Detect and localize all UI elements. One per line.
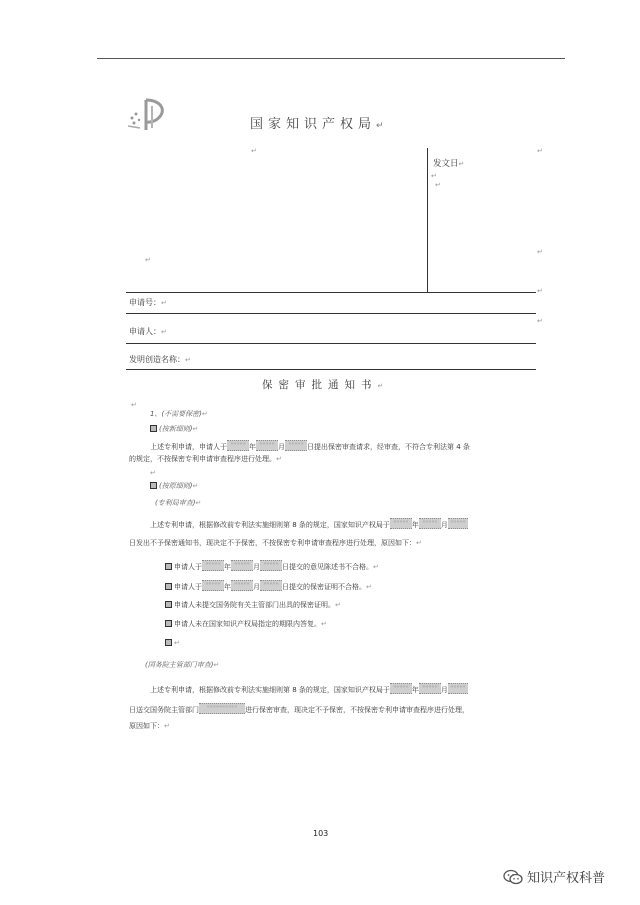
blank-year[interactable]: ««««« [202,580,224,591]
rule-3 [126,343,536,344]
watermark-text: 知识产权科普 [527,871,606,886]
cnipa-logo-icon [126,96,174,134]
application-no-label: 申请号：↵ [129,298,167,307]
watermark [503,867,605,886]
paragraph-mark-icon: ↵ [537,147,543,155]
section2-option-3: 申请人未提交国务院有关主管部门出具的保密证明。↵ [165,601,341,610]
section2-option-4: 申请人未在国家知识产权局指定的期限内答复。↵ [165,620,327,629]
wechat-icon [503,869,523,885]
rule-4 [126,369,536,370]
blank-month[interactable]: ««««« [231,560,253,571]
rule-1 [126,292,536,293]
section3-p1: 上述专利申请，根据修改前专利法实施细则第 8 条的规定，国家知识产权局于 ««««« 年 ««««« 月 ««««« [150,683,468,695]
checkbox-icon[interactable] [165,583,172,590]
paragraph-mark-icon: ↵ [145,256,151,264]
invention-name-label: 发明创造名称：↵ [129,355,191,364]
blank-day[interactable]: ««««« [448,518,468,529]
blank-year[interactable]: ««««« [390,518,412,529]
header-divider [427,148,428,293]
section2-option-2: 申请人于 ««««« 年 ««««« 月 ««««« 日提交的保密证明不合格。↵ [165,580,372,592]
checkbox-icon[interactable] [165,563,172,570]
checkbox-icon[interactable] [150,482,157,489]
paragraph-mark-icon: ↵ [537,317,543,325]
paragraph-mark-icon: ↵ [537,248,543,256]
section3-p3: 原因如下：↵ [129,722,170,730]
section2-subheading: (专利局审查)↵ [155,499,202,507]
paragraph-mark-icon: ↵ [131,401,137,409]
blank-year[interactable]: ««««« [390,683,412,694]
paragraph-mark-icon: ↵ [435,181,441,189]
section2-reason-label: (按原细则)↵ [150,482,198,491]
blank-month[interactable]: ««««« [419,518,441,529]
blank-department[interactable]: «««««««««« [199,703,245,714]
section3-p2: 日送交国务院主管部门 «««««««««« 进行保密审查，现决定不予保密，不按保密专利申请审查程序进行处理， [129,704,469,714]
checkbox-icon[interactable] [150,425,157,432]
paragraph-mark-icon: ↵ [431,172,437,180]
checkbox-icon[interactable] [165,620,172,627]
paragraph-mark-icon: ↵ [251,147,257,155]
section1-text-line2: 的规定，不按保密专利申请审查程序进行处理。↵ [129,455,282,463]
section1-text-line1: 上述专利申请，申请人于 ««««« 年 ««««« 月 ««««« 日提出保密审查请求，经审查，不符合专利法第 4 条 [150,441,470,451]
blank-month[interactable]: ««««« [231,580,253,591]
section2-option-5: ↵ [165,639,180,648]
section1-heading: 1、(不需要保密)↵ [150,410,208,418]
checkbox-icon[interactable] [165,639,172,646]
section2-p1: 上述专利申请，根据修改前专利法实施细则第 8 条的规定，国家知识产权局于 ««««« 年 ««««« 月 ««««« [150,518,468,530]
section2-p2: 日发出不予保密通知书，现决定不予保密，不按保密专利申请审查程序进行处理，原因如下：↵ [129,539,422,547]
blank-month[interactable]: ««««« [256,440,278,451]
office-name: 国家知识产权局↵ [250,117,384,132]
section1-reason-label: (按新细则)↵ [150,425,198,434]
blank-year[interactable]: ««««« [227,440,249,451]
blank-year[interactable]: ««««« [202,560,224,571]
rule-2 [126,313,536,314]
blank-day[interactable]: ««««« [448,683,468,694]
applicant-label: 申请人：↵ [129,327,167,336]
page-top-rule [97,58,565,59]
fawenri-label: 发文日↵ [433,159,465,169]
page-number: 103 [313,829,329,838]
section2-option-1: 申请人于 ««««« 年 ««««« 月 ««««« 日提交的意见陈述书不合格。↵ [165,560,379,572]
checkbox-icon[interactable] [165,601,172,608]
notice-title: 保密审批通知书↵ [262,379,384,391]
paragraph-mark-icon: ↵ [150,469,156,477]
section3-subheading: (国务院主管部门审查)↵ [145,661,220,669]
blank-day[interactable]: ««««« [260,580,282,591]
paragraph-mark-icon: ↵ [537,287,543,295]
blank-day[interactable]: ««««« [285,440,307,451]
blank-day[interactable]: ««««« [260,560,282,571]
blank-month[interactable]: ««««« [419,683,441,694]
